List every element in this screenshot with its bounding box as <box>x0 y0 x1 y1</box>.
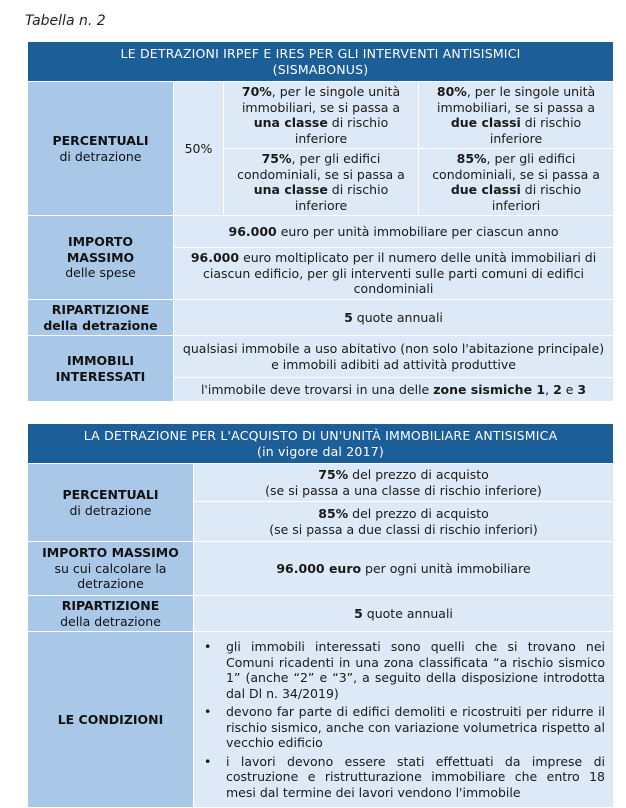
cell-85-percent: 85%, per gli edifici condominiali, se si passa a due classi di rischio inferiori <box>419 149 614 216</box>
sismabonus-table <box>27 41 614 402</box>
list-item: • gli immobili interessati sono quelli che si trovano nei Comuni ricadenti in una zona classificata “a rischio sismico 1” (anche “2” e “3”, a seguito della disposizione introdotta dal Dl n. 34/2019) <box>226 639 605 701</box>
list-item: • i lavori devono essere stati effettuati da imprese di costruzione e ristrutturazione immobiliare che entro 18 mesi dal termine dei lavori vendono l'immobile <box>226 754 605 801</box>
table-title: LE DETRAZIONI IRPEF E IRES PER GLI INTERVENTI ANTISISMICI <box>120 46 521 61</box>
base-percent: 50% <box>174 82 224 216</box>
importo-value: 96.000 euro per ogni unità immobiliare <box>194 542 614 596</box>
cell-70-percent: 70%, per le singole unità immobiliari, se si passa a una classe di rischio inferiore <box>224 82 419 149</box>
cell-80-percent: 80%, per le singole unità immobiliari, se si passa a due classi di rischio inferiore <box>419 82 614 149</box>
table-subtitle: (in vigore dal 2017) <box>257 443 384 459</box>
row-label-condizioni: LE CONDIZIONI <box>28 632 194 808</box>
row-label-ripartizione: RIPARTIZIONE della detrazione <box>28 300 174 336</box>
table-subtitle: (SISMABONUS) <box>272 61 369 77</box>
row-label-immobili: IMMOBILI INTERESSATI <box>28 336 174 402</box>
row-label-importo: IMPORTO MASSIMO su cui calcolare la detrazione <box>28 542 194 596</box>
row-label-percentuali: PERCENTUALI di detrazione <box>28 464 194 542</box>
ripartizione-value: 5 quote annuali <box>194 596 614 632</box>
immobili-zone-sismiche: l'immobile deve trovarsi in una delle zone sismiche 1, 2 e 3 <box>174 378 614 402</box>
importo-unita: 96.000 euro per unità immobiliare per ciascun anno <box>174 216 614 248</box>
row-label-percentuali: PERCENTUALI di detrazione <box>28 82 174 216</box>
table-caption: Tabella n. 2 <box>25 13 106 29</box>
table-header <box>28 42 614 82</box>
table-title: LA DETRAZIONE PER L'ACQUISTO DI UN'UNITÀ IMMOBILIARE ANTISISMICA <box>83 428 558 443</box>
condizioni-list-cell <box>194 632 614 808</box>
ripartizione-value: 5 quote annuali <box>174 300 614 336</box>
cell-75-percent: 75%, per gli edifici condominiali, se si passa a una classe di rischio inferiore <box>224 149 419 216</box>
row-label-ripartizione: RIPARTIZIONE della detrazione <box>28 596 194 632</box>
percent-85-acquisto: 85% del prezzo di acquisto (se si passa a due classi di rischio inferiori) <box>194 502 614 542</box>
list-item: • devono far parte di edifici demoliti e ricostruiti per ridurre il rischio sismico, anche con variazione volumetrica rispetto al vecchio edificio <box>226 704 605 751</box>
table-header <box>28 424 614 464</box>
importo-condominiali: 96.000 euro moltiplicato per il numero delle unità immobiliari di ciascun edificio, per gli interventi sulle parti comuni di edifici condominiali <box>174 248 614 300</box>
acquisto-antisismico-table <box>27 423 614 808</box>
condizioni-list <box>202 639 605 800</box>
immobili-tipologia: qualsiasi immobile a uso abitativo (non solo l'abitazione principale) e immobili adibiti ad attività produttive <box>174 336 614 378</box>
percent-75-acquisto: 75% del prezzo di acquisto (se si passa a una classe di rischio inferiore) <box>194 464 614 502</box>
row-label-importo: IMPORTO MASSIMO delle spese <box>28 216 174 300</box>
